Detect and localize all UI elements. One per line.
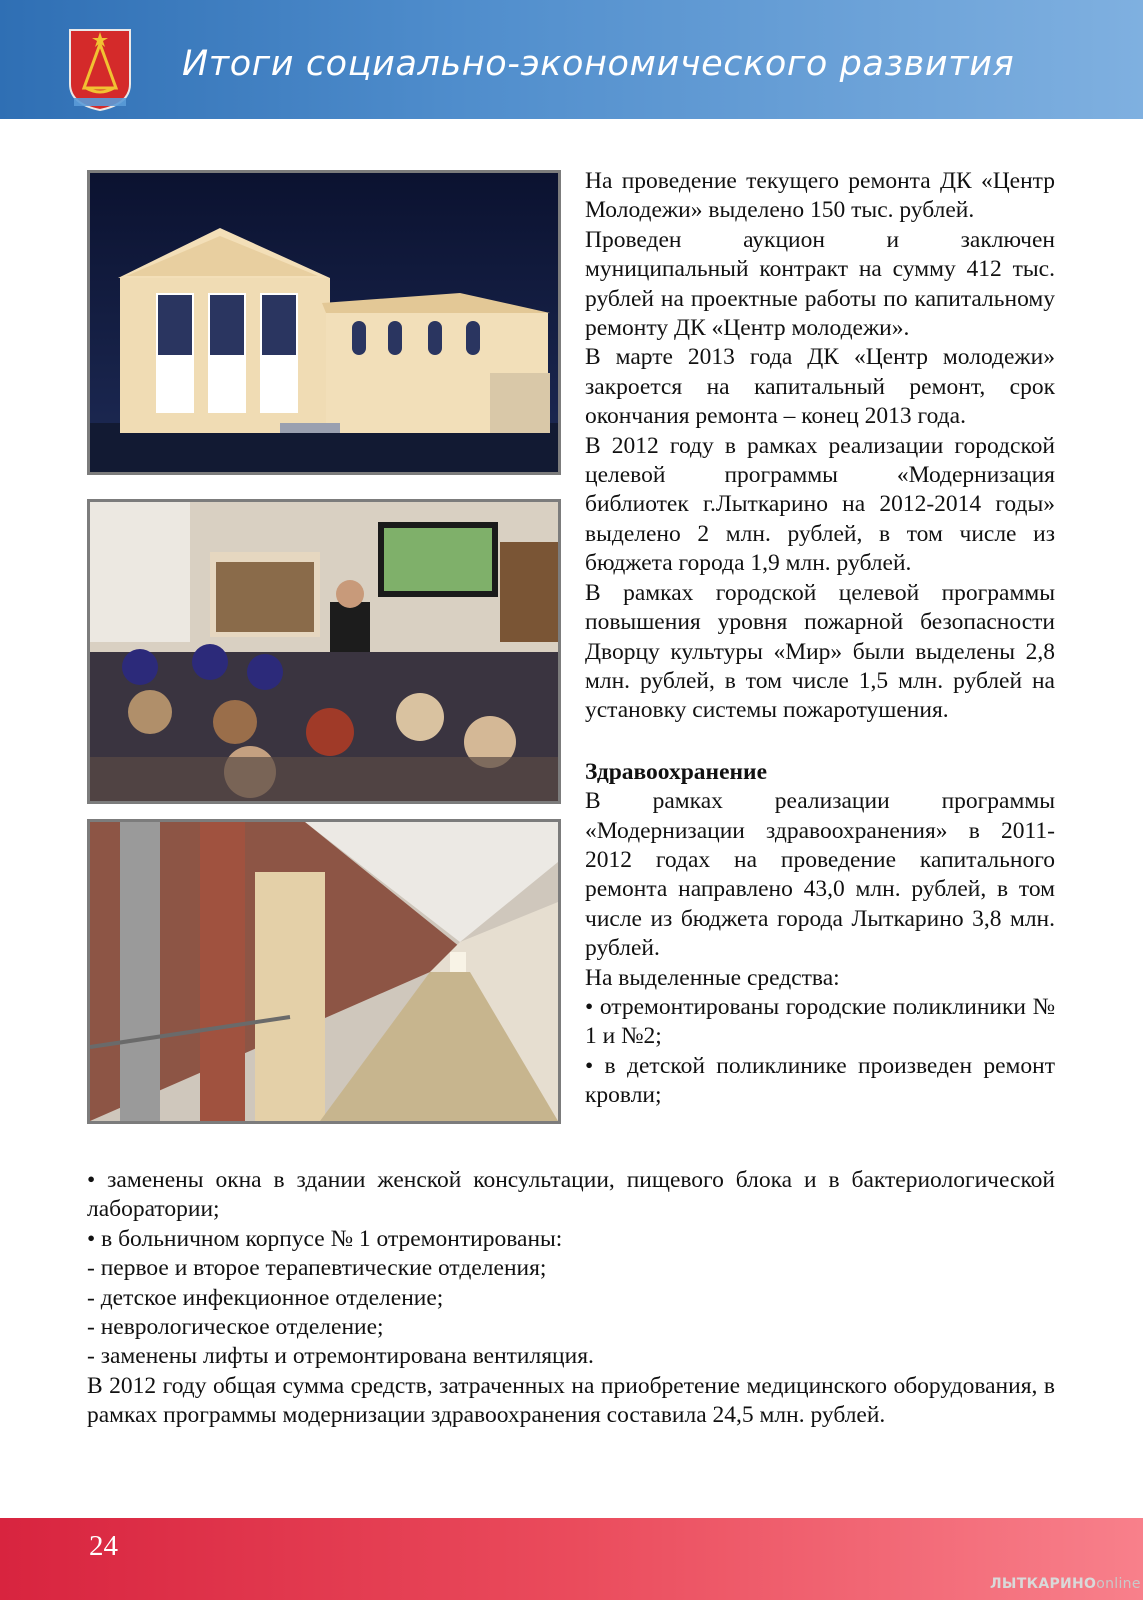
corridor-photo [87, 819, 561, 1124]
bullet-windows: • заменены окна в здании женской консультации, пищевого блока и в бактериологической лаборатории; [87, 1167, 1055, 1223]
list-item-infection: - детское инфекционное отделение; [87, 1284, 444, 1311]
paragraph-health-lead: На выделенные средства: [585, 964, 840, 991]
bullet-polyclinics: • отремонтированы городские поликлиники № 1 и №2; [585, 993, 1055, 1050]
bullet-hospital-building: • в больничном корпусе № 1 отремонтированы: [87, 1225, 563, 1252]
paragraph-auction: Проведен аукцион и заключен муниципальный контракт на сумму 412 тыс. рублей на проектные работы по капитальному ремонту ДК «Центр молодежи». [585, 226, 1055, 342]
meeting-photo [87, 499, 561, 804]
watermark-main: ЛЫТКАРИНО [990, 1576, 1097, 1592]
city-crest-icon [66, 26, 134, 112]
paragraph-health-intro: В рамках реализации программы «Модернизации здравоохранения» в 2011-2012 годах на проведение капитального ремонта направлено 43,0 млн. рублей, в том числе из бюджета города Лыткарино 3,8 млн. рублей. [585, 788, 1055, 962]
paragraph-dk-repair: На проведение текущего ремонта ДК «Центр Молодежи» выделено 150 тыс. рублей. [585, 168, 1055, 224]
footer-band [0, 1518, 1143, 1600]
paragraph-closure: В марте 2013 года ДК «Центр молодежи» закроется на капитальный ремонт, срок окончания ремонта – конец 2013 года. [585, 344, 1055, 430]
list-item-lifts: - заменены лифты и отремонтирована вентиляция. [87, 1343, 594, 1370]
bullet-roof: • в детской поликлинике произведен ремонт кровли; [585, 1052, 1055, 1109]
page-number: 24 [89, 1530, 118, 1562]
building-photo [87, 170, 561, 475]
section-heading-health: Здравоохранение [585, 758, 768, 785]
paragraph-equipment-total: В 2012 году общая сумма средств, затраченных на приобретение медицинского оборудования, в рамках программы модернизации здравоохранения составила 24,5 млн. рублей. [87, 1372, 1055, 1429]
right-text-column [585, 167, 1055, 1111]
page-title: Итоги социально-экономического развития [182, 44, 1015, 84]
list-item-therapy: - первое и второе терапевтические отделения; [87, 1255, 547, 1282]
watermark-suffix: online [1096, 1576, 1141, 1592]
list-item-neurology: - неврологическое отделение; [87, 1314, 384, 1341]
watermark [990, 1576, 1141, 1592]
paragraph-library: В 2012 году в рамках реализации городской целевой программы «Модернизация библиотек г.Лыткарино на 2012-2014 годы» выделено 2 млн. рублей, в том числе из бюджета города 1,9 млн. рублей. [585, 432, 1055, 577]
paragraph-fire-safety: В рамках городской целевой программы повышения уровня пожарной безопасности Дворцу культуры «Мир» были выделены 2,8 млн. рублей, в том числе 1,5 млн. рублей на установку системы пожаротушения. [585, 579, 1055, 724]
full-width-text [87, 1166, 1055, 1431]
